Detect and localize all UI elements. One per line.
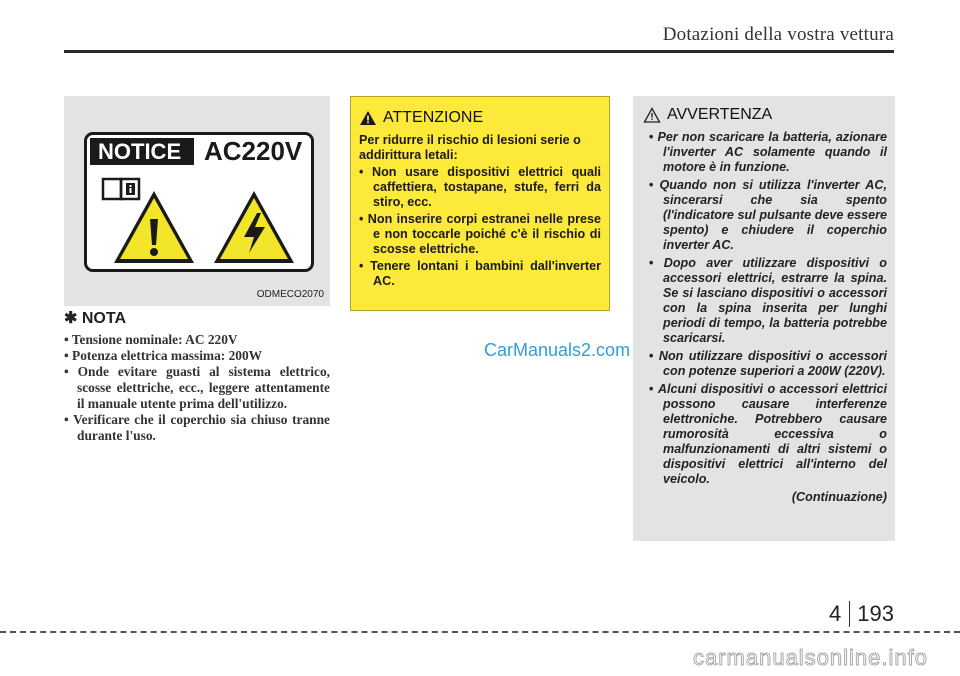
caution-item: • Tenere lontani i bambini dall'inverter AC. bbox=[359, 259, 601, 289]
notice-label-plate bbox=[84, 132, 314, 272]
caution-intro: Per ridurre il rischio di lesioni serie o addirittura letali: bbox=[359, 133, 581, 162]
caution-title: ATTENZIONE bbox=[383, 109, 484, 126]
notice-band bbox=[90, 138, 308, 165]
caution-item: • Non inserire corpi estranei nelle prese e non toccarle poiché c'è il rischio di scosse elettriche. bbox=[359, 212, 601, 257]
note-item: • Potenza elettrica massima: 200W bbox=[64, 348, 330, 364]
warning-list bbox=[643, 130, 887, 487]
section-title: Dotazioni della vostra vettura bbox=[662, 24, 894, 45]
caution-list bbox=[359, 165, 601, 289]
warning-item: • Quando non si utilizza l'inverter AC, sincerarsi che sia spento (l'indicatore sul pulsante deve essere spento) e chiudere il coperchio inverter AC. bbox=[643, 178, 887, 253]
warning-triangle-icon bbox=[643, 107, 661, 123]
caution-box bbox=[350, 96, 610, 311]
bottom-watermark: carmanualsonline.info bbox=[692, 645, 928, 670]
footer-divider bbox=[0, 631, 960, 633]
exclamation-warning-icon bbox=[114, 191, 194, 263]
note-heading: ✱ NOTA bbox=[64, 310, 126, 327]
site-watermark: CarManuals2.com bbox=[484, 340, 631, 360]
warning-box bbox=[633, 96, 895, 541]
page-number bbox=[829, 601, 894, 627]
note-item: • Onde evitare guasti al sistema elettrico, scosse elettriche, ecc., leggere attentamente il manuale utente prima dell'utilizzo. bbox=[64, 364, 330, 412]
warning-title: AVVERTENZA bbox=[667, 106, 773, 123]
warning-item: • Alcuni dispositivi o accessori elettrici possono causare interferenze elettroniche. Potrebbero causare rumorosità eccessiva o malfunzionamenti di altri sistemi o dispositivi elettrici all'interno del veicolo. bbox=[643, 382, 887, 487]
note-item: • Tensione nominale: AC 220V bbox=[64, 332, 330, 348]
header-divider bbox=[64, 50, 894, 53]
chapter-number: 4 bbox=[829, 601, 850, 627]
electric-shock-icon bbox=[214, 191, 294, 263]
figure-code: ODMECO2070 bbox=[256, 289, 324, 300]
warning-item: • Per non scaricare la batteria, azionare l'inverter AC solamente quando il motore è in funzione. bbox=[643, 130, 887, 175]
warning-header bbox=[643, 106, 887, 124]
note-cross-icon: ✱ bbox=[64, 310, 82, 327]
warning-triangles bbox=[99, 183, 309, 267]
notice-figure bbox=[64, 96, 330, 306]
continued-label: (Continuazione) bbox=[791, 490, 887, 504]
note-item: • Verificare che il coperchio sia chiuso tranne durante l'uso. bbox=[64, 412, 330, 444]
note-section bbox=[64, 308, 330, 444]
page-num: 193 bbox=[857, 601, 894, 626]
caution-header bbox=[359, 109, 601, 127]
notice-word: NOTICE bbox=[90, 138, 194, 165]
warning-item: • Non utilizzare dispositivi o accessori con potenze superiori a 200W (220V). bbox=[643, 349, 887, 379]
caution-triangle-icon bbox=[359, 110, 377, 126]
caution-item: • Non usare dispositivi elettrici quali caffettiera, tostapane, stufe, ferri da stiro, ecc. bbox=[359, 165, 601, 210]
voltage-label: AC220V bbox=[204, 136, 303, 166]
note-list bbox=[64, 332, 330, 444]
warning-item: • Dopo aver utilizzare dispositivi o accessori elettrici, estrarre la spina. Se si lasciano dispositivi o accessori con la spina inserita per lunghi periodi di tempo, la batteria potrebbe scaricarsi. bbox=[643, 256, 887, 346]
